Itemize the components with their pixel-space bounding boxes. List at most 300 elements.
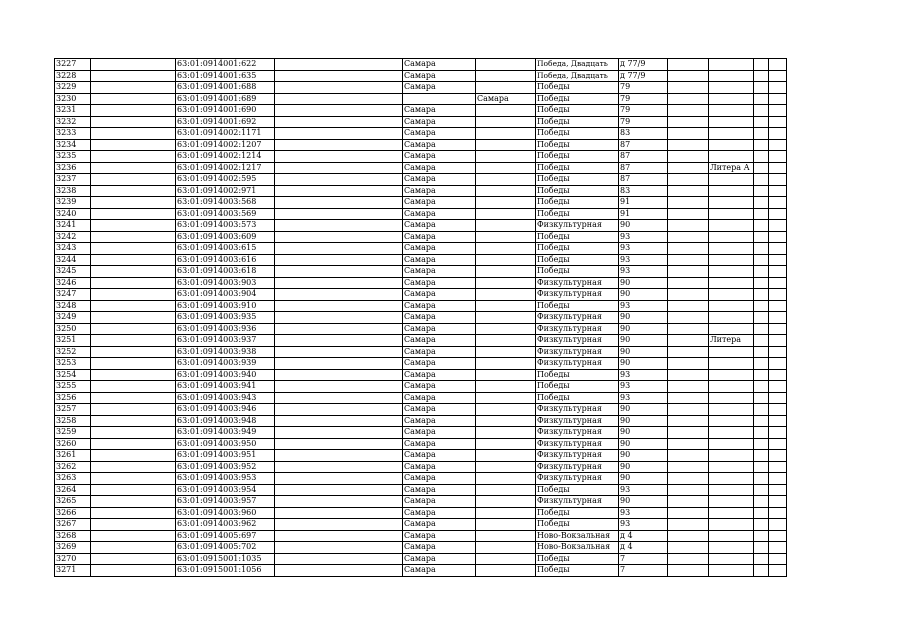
empty-cell — [91, 197, 176, 209]
empty-cell — [91, 254, 176, 266]
empty-cell — [668, 553, 709, 565]
extra-note — [709, 128, 754, 140]
row-number: 3253 — [55, 358, 91, 370]
extra-note — [709, 174, 754, 186]
empty-cell — [754, 346, 769, 358]
cadastral-number: 63:01:0914002:1171 — [176, 128, 275, 140]
cadastral-number: 63:01:0914003:954 — [176, 484, 275, 496]
empty-cell — [668, 427, 709, 439]
empty-cell — [769, 59, 787, 71]
empty-cell — [275, 438, 403, 450]
street: Ново-Вокзальная — [536, 542, 619, 554]
empty-cell — [668, 197, 709, 209]
row-number: 3256 — [55, 392, 91, 404]
house-number: 90 — [619, 427, 668, 439]
cadastral-number: 63:01:0914001:689 — [176, 93, 275, 105]
empty-cell — [668, 312, 709, 324]
extra-note — [709, 197, 754, 209]
empty-cell — [668, 381, 709, 393]
row-number: 3237 — [55, 174, 91, 186]
row-number: 3249 — [55, 312, 91, 324]
cadastral-number: 63:01:0915001:1056 — [176, 565, 275, 577]
house-number: 90 — [619, 335, 668, 347]
empty-cell — [754, 323, 769, 335]
extra-note — [709, 346, 754, 358]
city: Самара — [403, 289, 476, 301]
empty-cell — [668, 300, 709, 312]
empty-cell — [769, 461, 787, 473]
empty-cell — [275, 346, 403, 358]
row-number: 3269 — [55, 542, 91, 554]
city: Самара — [403, 220, 476, 232]
empty-cell — [91, 542, 176, 554]
city: Самара — [403, 312, 476, 324]
row-number: 3241 — [55, 220, 91, 232]
empty-cell — [275, 208, 403, 220]
empty-cell — [91, 381, 176, 393]
table-row — [55, 530, 787, 542]
extra-note — [709, 231, 754, 243]
empty-cell — [275, 461, 403, 473]
empty-cell — [754, 496, 769, 508]
row-number: 3258 — [55, 415, 91, 427]
cadastral-number: 63:01:0914003:948 — [176, 415, 275, 427]
city-alt — [476, 346, 536, 358]
empty-cell — [754, 392, 769, 404]
empty-cell — [754, 208, 769, 220]
empty-cell — [668, 484, 709, 496]
table-row — [55, 162, 787, 174]
street: Победа, Двадцать — [536, 59, 619, 71]
city-alt — [476, 565, 536, 577]
empty-cell — [275, 162, 403, 174]
city-alt — [476, 312, 536, 324]
empty-cell — [275, 289, 403, 301]
row-number: 3259 — [55, 427, 91, 439]
house-number: 90 — [619, 496, 668, 508]
empty-cell — [769, 346, 787, 358]
extra-note — [709, 369, 754, 381]
extra-note — [709, 277, 754, 289]
house-number: 79 — [619, 116, 668, 128]
empty-cell — [754, 553, 769, 565]
row-number: 3261 — [55, 450, 91, 462]
empty-cell — [668, 151, 709, 163]
empty-cell — [769, 162, 787, 174]
row-number: 3264 — [55, 484, 91, 496]
empty-cell — [754, 473, 769, 485]
city: Самара — [403, 335, 476, 347]
cadastral-number: 63:01:0914003:962 — [176, 519, 275, 531]
empty-cell — [668, 519, 709, 531]
city: Самара — [403, 507, 476, 519]
street: Победы — [536, 553, 619, 565]
city: Самара — [403, 231, 476, 243]
extra-note — [709, 220, 754, 232]
empty-cell — [91, 59, 176, 71]
table-row — [55, 197, 787, 209]
extra-note — [709, 70, 754, 82]
city-alt — [476, 300, 536, 312]
cadastral-number: 63:01:0915001:1035 — [176, 553, 275, 565]
extra-note — [709, 484, 754, 496]
empty-cell — [769, 427, 787, 439]
street: Физкультурная — [536, 312, 619, 324]
row-number: 3243 — [55, 243, 91, 255]
empty-cell — [769, 243, 787, 255]
empty-cell — [275, 82, 403, 94]
empty-cell — [91, 496, 176, 508]
city-alt — [476, 450, 536, 462]
empty-cell — [91, 461, 176, 473]
empty-cell — [769, 266, 787, 278]
street: Физкультурная — [536, 323, 619, 335]
row-number: 3230 — [55, 93, 91, 105]
house-number: 79 — [619, 82, 668, 94]
city-alt — [476, 392, 536, 404]
empty-cell — [668, 82, 709, 94]
empty-cell — [668, 220, 709, 232]
empty-cell — [769, 392, 787, 404]
empty-cell — [668, 116, 709, 128]
street: Победы — [536, 105, 619, 117]
house-number: 93 — [619, 507, 668, 519]
empty-cell — [91, 105, 176, 117]
house-number: 90 — [619, 277, 668, 289]
street: Победы — [536, 93, 619, 105]
empty-cell — [754, 542, 769, 554]
empty-cell — [275, 484, 403, 496]
extra-note — [709, 565, 754, 577]
empty-cell — [769, 369, 787, 381]
empty-cell — [754, 450, 769, 462]
empty-cell — [769, 519, 787, 531]
empty-cell — [769, 93, 787, 105]
extra-note — [709, 93, 754, 105]
row-number: 3235 — [55, 151, 91, 163]
street: Победы — [536, 254, 619, 266]
cadastral-number: 63:01:0914003:943 — [176, 392, 275, 404]
city-alt — [476, 162, 536, 174]
empty-cell — [668, 450, 709, 462]
city-alt — [476, 404, 536, 416]
house-number: 93 — [619, 519, 668, 531]
city-alt — [476, 116, 536, 128]
city-alt — [476, 438, 536, 450]
empty-cell — [275, 197, 403, 209]
empty-cell — [668, 565, 709, 577]
city: Самара — [403, 404, 476, 416]
city-alt — [476, 139, 536, 151]
city-alt — [476, 519, 536, 531]
house-number: 90 — [619, 346, 668, 358]
empty-cell — [754, 335, 769, 347]
empty-cell — [754, 93, 769, 105]
city-alt — [476, 323, 536, 335]
empty-cell — [275, 392, 403, 404]
cadastral-number: 63:01:0914003:569 — [176, 208, 275, 220]
table-row — [55, 392, 787, 404]
city-alt — [476, 335, 536, 347]
table-row — [55, 404, 787, 416]
empty-cell — [91, 93, 176, 105]
table-row — [55, 496, 787, 508]
city-alt — [476, 427, 536, 439]
cadastral-number: 63:01:0914002:1207 — [176, 139, 275, 151]
empty-cell — [754, 139, 769, 151]
street: Победы — [536, 116, 619, 128]
table-row — [55, 174, 787, 186]
empty-cell — [668, 323, 709, 335]
empty-cell — [91, 266, 176, 278]
city: Самара — [403, 277, 476, 289]
empty-cell — [769, 381, 787, 393]
city: Самара — [403, 346, 476, 358]
table-row — [55, 128, 787, 140]
street: Физкультурная — [536, 289, 619, 301]
row-number: 3231 — [55, 105, 91, 117]
empty-cell — [754, 220, 769, 232]
city-alt — [476, 530, 536, 542]
house-number: 90 — [619, 312, 668, 324]
empty-cell — [275, 243, 403, 255]
empty-cell — [668, 277, 709, 289]
city-alt — [476, 266, 536, 278]
city-alt — [476, 358, 536, 370]
extra-note — [709, 496, 754, 508]
empty-cell — [275, 323, 403, 335]
city: Самара — [403, 254, 476, 266]
city-alt — [476, 59, 536, 71]
empty-cell — [754, 185, 769, 197]
empty-cell — [668, 70, 709, 82]
empty-cell — [769, 128, 787, 140]
house-number: 7 — [619, 565, 668, 577]
house-number: д 4 — [619, 530, 668, 542]
extra-note — [709, 243, 754, 255]
empty-cell — [275, 427, 403, 439]
empty-cell — [91, 346, 176, 358]
cadastral-number: 63:01:0914003:953 — [176, 473, 275, 485]
empty-cell — [91, 404, 176, 416]
table-row — [55, 542, 787, 554]
row-number: 3252 — [55, 346, 91, 358]
empty-cell — [754, 151, 769, 163]
extra-note — [709, 323, 754, 335]
empty-cell — [754, 519, 769, 531]
empty-cell — [91, 565, 176, 577]
city-alt — [476, 243, 536, 255]
extra-note — [709, 254, 754, 266]
empty-cell — [91, 553, 176, 565]
table-row — [55, 289, 787, 301]
table-row — [55, 59, 787, 71]
cadastral-number: 63:01:0914003:952 — [176, 461, 275, 473]
city-alt — [476, 185, 536, 197]
street: Победы — [536, 369, 619, 381]
city-alt — [476, 484, 536, 496]
street: Победы — [536, 300, 619, 312]
table-row — [55, 565, 787, 577]
empty-cell — [754, 369, 769, 381]
extra-note — [709, 116, 754, 128]
cadastral-number: 63:01:0914005:697 — [176, 530, 275, 542]
row-number: 3239 — [55, 197, 91, 209]
table-row — [55, 208, 787, 220]
city-alt — [476, 70, 536, 82]
table-row — [55, 185, 787, 197]
street: Победы — [536, 392, 619, 404]
empty-cell — [754, 82, 769, 94]
city-alt — [476, 507, 536, 519]
cadastral-number: 63:01:0914001:688 — [176, 82, 275, 94]
empty-cell — [91, 484, 176, 496]
extra-note — [709, 82, 754, 94]
city: Самара — [403, 116, 476, 128]
empty-cell — [275, 220, 403, 232]
street: Победы — [536, 565, 619, 577]
house-number: 87 — [619, 162, 668, 174]
cadastral-number: 63:01:0914003:904 — [176, 289, 275, 301]
empty-cell — [769, 300, 787, 312]
extra-note — [709, 381, 754, 393]
city: Самара — [403, 174, 476, 186]
empty-cell — [275, 231, 403, 243]
table-row — [55, 105, 787, 117]
city: Самара — [403, 427, 476, 439]
empty-cell — [275, 369, 403, 381]
table-row — [55, 484, 787, 496]
street: Победы — [536, 197, 619, 209]
street: Физкультурная — [536, 277, 619, 289]
empty-cell — [754, 162, 769, 174]
row-number: 3245 — [55, 266, 91, 278]
table-row — [55, 335, 787, 347]
empty-cell — [754, 530, 769, 542]
street: Физкультурная — [536, 438, 619, 450]
extra-note — [709, 312, 754, 324]
empty-cell — [668, 507, 709, 519]
house-number: 90 — [619, 473, 668, 485]
empty-cell — [275, 174, 403, 186]
extra-note — [709, 438, 754, 450]
city: Самара — [403, 323, 476, 335]
street: Физкультурная — [536, 450, 619, 462]
empty-cell — [769, 496, 787, 508]
empty-cell — [668, 243, 709, 255]
row-number: 3242 — [55, 231, 91, 243]
extra-note — [709, 139, 754, 151]
table-row — [55, 254, 787, 266]
city: Самара — [403, 105, 476, 117]
cadastral-number: 63:01:0914002:595 — [176, 174, 275, 186]
row-number: 3267 — [55, 519, 91, 531]
house-number: 87 — [619, 139, 668, 151]
extra-note — [709, 59, 754, 71]
empty-cell — [668, 162, 709, 174]
house-number: 93 — [619, 392, 668, 404]
empty-cell — [275, 59, 403, 71]
city: Самара — [403, 484, 476, 496]
city-alt — [476, 197, 536, 209]
extra-note — [709, 266, 754, 278]
cadastral-number: 63:01:0914003:615 — [176, 243, 275, 255]
empty-cell — [91, 335, 176, 347]
empty-cell — [668, 438, 709, 450]
city: Самара — [403, 553, 476, 565]
street: Победы — [536, 231, 619, 243]
house-number: 93 — [619, 369, 668, 381]
empty-cell — [91, 473, 176, 485]
empty-cell — [668, 358, 709, 370]
cadastral-number: 63:01:0914003:946 — [176, 404, 275, 416]
house-number: 7 — [619, 553, 668, 565]
row-number: 3262 — [55, 461, 91, 473]
empty-cell — [668, 266, 709, 278]
street: Победы — [536, 151, 619, 163]
row-number: 3238 — [55, 185, 91, 197]
city: Самара — [403, 208, 476, 220]
cadastral-number: 63:01:0914002:1217 — [176, 162, 275, 174]
empty-cell — [275, 254, 403, 266]
city-alt — [476, 381, 536, 393]
row-number: 3244 — [55, 254, 91, 266]
empty-cell — [91, 519, 176, 531]
cadastral-number: 63:01:0914003:568 — [176, 197, 275, 209]
empty-cell — [769, 312, 787, 324]
empty-cell — [91, 312, 176, 324]
street: Победы — [536, 162, 619, 174]
city-alt — [476, 277, 536, 289]
city-alt — [476, 208, 536, 220]
city-alt: Самара — [476, 93, 536, 105]
table-row — [55, 116, 787, 128]
row-number: 3232 — [55, 116, 91, 128]
empty-cell — [754, 231, 769, 243]
empty-cell — [275, 151, 403, 163]
house-number: 90 — [619, 438, 668, 450]
empty-cell — [91, 427, 176, 439]
empty-cell — [769, 358, 787, 370]
table-row — [55, 358, 787, 370]
empty-cell — [91, 277, 176, 289]
table-row — [55, 381, 787, 393]
empty-cell — [769, 473, 787, 485]
empty-cell — [754, 277, 769, 289]
table-row — [55, 312, 787, 324]
row-number: 3257 — [55, 404, 91, 416]
empty-cell — [275, 404, 403, 416]
empty-cell — [275, 312, 403, 324]
empty-cell — [275, 70, 403, 82]
extra-note — [709, 427, 754, 439]
house-number: 93 — [619, 231, 668, 243]
row-number: 3236 — [55, 162, 91, 174]
empty-cell — [754, 243, 769, 255]
city: Самара — [403, 185, 476, 197]
empty-cell — [668, 530, 709, 542]
city: Самара — [403, 496, 476, 508]
street: Физкультурная — [536, 461, 619, 473]
city-alt — [476, 461, 536, 473]
city-alt — [476, 220, 536, 232]
city-alt — [476, 151, 536, 163]
table-row — [55, 507, 787, 519]
empty-cell — [275, 553, 403, 565]
city-alt — [476, 254, 536, 266]
city: Самара — [403, 358, 476, 370]
street: Физкультурная — [536, 496, 619, 508]
